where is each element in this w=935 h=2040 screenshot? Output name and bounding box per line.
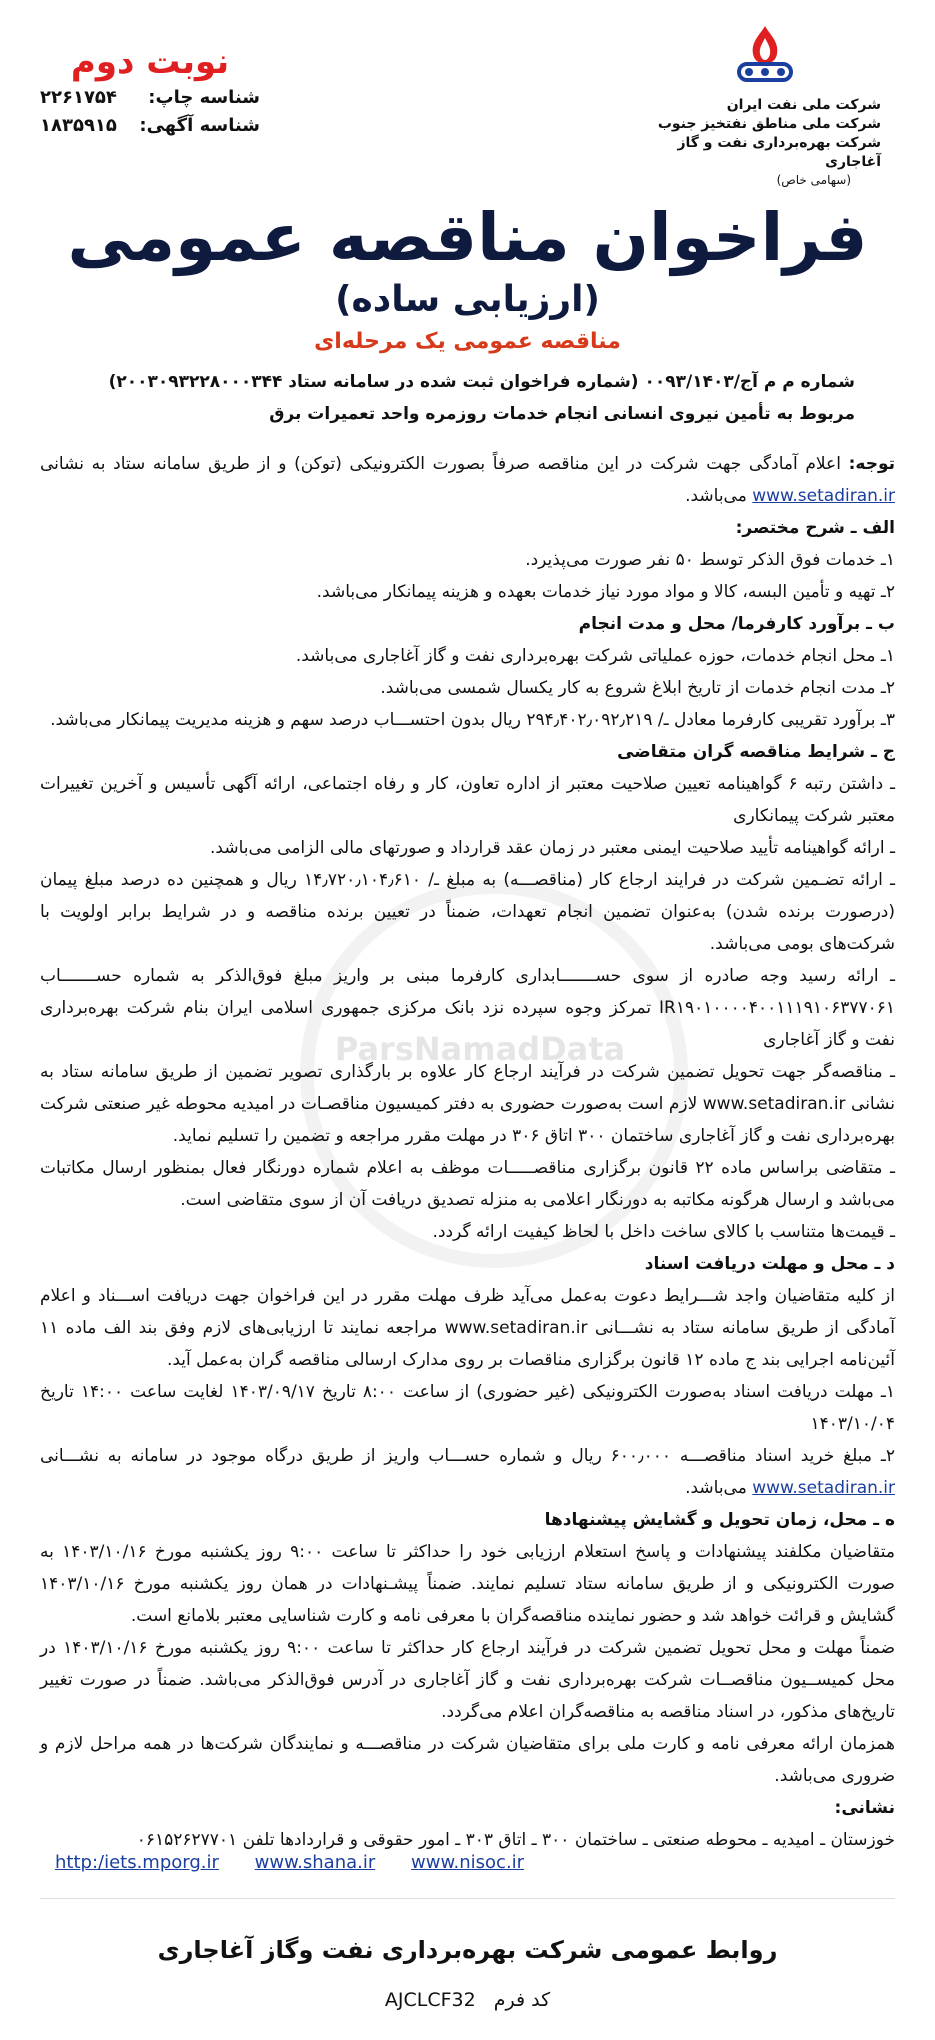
nioc-flame-logo-icon (729, 20, 801, 92)
notice-end: می‌باشد. (685, 486, 747, 506)
section-d-item-1: ۱ـ مهلت دریافت اسناد به‌صورت الکترونیکی (غیر حضوری) از ساعت ۸:۰۰ تاریخ ۱۴۰۳/۰۹/۱۷ لغایت ساعت ۱۴:۰۰ تاریخ ۱۴۰۳/۱۰/۰۴ (40, 1382, 895, 1434)
notice-body (40, 448, 895, 1856)
form-code-label: کد فرم (493, 1989, 551, 2011)
notice-label: توجه: (848, 454, 896, 474)
section-c-item-6: ـ متقاضی براساس ماده ۲۲ قانون برگزاری مناقصـــــات موظف به اعلام شماره دورنگار فعال بمنظور ارسال مکاتبات می‌باشد و ارسال هرگونه مکاتبه به دورنگار اعلامی به منزله تصدیق دریافت آن از سوی متقاضی است. (40, 1158, 895, 1210)
address-text: خوزستان ـ امیدیه ـ محوطه صنعتی ـ ساختمان ۳۰۰ ـ اتاق ۳۰۳ ـ امور حقوقی و قراردادها تلفن ۰۶۱۵۲۶۲۷۷۰۱ (136, 1830, 895, 1850)
section-e-item-2: ضمناً مهلت و محل تحویل تضمین شرکت در فرآیند ارجاع کار حداکثر تا ساعت ۹:۰۰ روز یکشنبه مورخ ۱۴۰۳/۱۰/۱۶ در محل کمیســیون مناقصــات شرکت بهره‌برداری نفت و گاز آغاجاری در آدرس فوق‌الذکر می‌باشد. ضمناً در صورت تغییر تاریخ‌های مذکور، در اسناد مناقصه به مناقصه‌گران اعلام می‌گردد. (40, 1638, 895, 1722)
footer-title: روابط عمومی شرکت بهره‌برداری نفت وگاز آغاجاری (157, 1936, 778, 1964)
section-c-item-2: ـ ارائه گواهینامه تأیید صلاحیت ایمنی معتبر در زمان عقد قرارداد و صورتهای مالی الزامی می‌باشد. (210, 838, 895, 858)
section-b-item-1: ۱ـ محل انجام خدمات، حوزه عملیاتی شرکت بهره‌برداری نفت و گاز آغاجاری می‌باشد. (295, 646, 895, 666)
company-name-line-2: شرکت ملی مناطق نفتخیز جنوب (657, 116, 881, 132)
company-name-line-1: شرکت ملی نفت ایران (726, 97, 881, 113)
reference-number: شماره م م آج/۰۰۹۳/۱۴۰۳ (شماره فراخوان ثبت شده در سامانه ستاد ۲۰۰۳۰۹۳۲۲۸۰۰۰۳۴۴) (108, 372, 855, 392)
footer-link-shana[interactable]: www.shana.ir (254, 1852, 376, 1873)
tender-type: مناقصه عمومی یک مرحله‌ای (314, 329, 621, 354)
watermark-text: ParsNamadData (334, 1030, 626, 1068)
ad-id-label: شناسه آگهی: (139, 115, 260, 136)
footer-link-iets[interactable]: http:/iets.mporg.ir (55, 1852, 219, 1873)
footer-links (55, 1852, 655, 1873)
page-subtitle: (ارزیابی ساده) (335, 279, 600, 320)
section-e-heading: ه ـ محل، زمان تحویل و گشایش پیشنهادها (544, 1510, 895, 1530)
ad-id-row (40, 112, 260, 140)
form-code-value: AJCLCF32 (384, 1989, 476, 2011)
print-id-value: ۲۲۶۱۷۵۴ (40, 87, 117, 108)
section-a-item-1: ۱ـ خدمات فوق الذکر توسط ۵۰ نفر صورت می‌پذیرد. (525, 550, 895, 570)
notice-paragraph (40, 448, 895, 512)
setad-link[interactable]: www.setadiran.ir (752, 486, 895, 506)
company-type: (سهامی خاص) (776, 173, 851, 187)
section-d-item-2 (40, 1440, 895, 1504)
section-c-item-1: ـ داشتن رتبه ۶ گواهینامه تعیین صلاحیت معتبر از اداره تعاون، کار و رفاه اجتماعی، ارائه آگهی تأسیس و آخرین تغییرات معتبر شرکت پیمانکاری (40, 774, 895, 826)
print-id-label: شناسه چاپ: (148, 87, 260, 108)
section-c-item-5: ـ مناقصه‌گر جهت تحویل تضمین شرکت در فرآیند ارجاع کار علاوه بر بارگذاری تصویر تضمین از طریق سامانه ستاد به نشانی www.setadiran.ir لازم است به‌صورت حضوری به دفتر کمیسیون مناقصـات در امیدیه محوطه غیر صنعتی شرکت بهره‌برداری نفت و گاز آغاجاری ساختمان ۳۰۰ اتاق ۳۰۶ در مهلت مقرر مراجعه و تضمین را تسلیم نماید. (40, 1062, 895, 1146)
round-label: نوبت دوم (70, 42, 230, 82)
section-d-item-2-end: می‌باشد. (685, 1478, 747, 1498)
section-b-heading: ب ـ برآورد کارفرما/ محل و مدت انجام (578, 614, 895, 634)
page-title: فراخوان مناقصه عمومی (67, 199, 868, 276)
section-d-item-2-text: ۲ـ مبلغ خرید اسناد مناقصـــه ۶۰۰٫۰۰۰ ریال و شماره حســـاب واریز از طریق درگاه موجود در سامانه به نشـــانی (40, 1446, 895, 1466)
section-a-heading: الف ـ شرح مختصر: (735, 518, 895, 538)
form-code (0, 1986, 935, 2014)
section-b-item-3: ۳ـ برآورد تقریبی کارفرما معادل ـ/ ۲۹۴٫۴۰۲٫۰۹۲٫۲۱۹ ریال بدون احتســـاب درصد سهم و هزینه مدیریت پیمانکار می‌باشد. (50, 710, 895, 730)
company-name-line-3: شرکت بهره‌برداری نفت و گاز آغاجاری (677, 135, 881, 170)
section-b-item-2: ۲ـ مدت انجام خدمات از تاریخ ابلاغ شروع به کار یکسال شمسی می‌باشد. (380, 678, 895, 698)
address-label: نشانی: (834, 1798, 895, 1818)
section-e-item-1: متقاضیان مکلفند پیشنهادات و پاسخ استعلام ارزیابی خود را حداکثر تا ساعت ۹:۰۰ روز یکشنبه مورخ ۱۴۰۳/۱۰/۱۶ به صورت الکترونیکی و از طریق سامانه ستاد تسلیم نمایند. ضمناً پیشـنهادات در همان روز یکشنبه مورخ ۱۴۰۳/۱۰/۱۶ گشایش و قرائت خواهد شد و حضور نماینده مناقصه‌گران با معرفی نامه و کارت شناسایی معتبر بلامانع است. (40, 1542, 895, 1626)
notice-text: اعلام آمادگی جهت شرکت در این مناقصه صرفاً بصورت الکترونیکی (توکن) و از طریق سامانه ستاد به نشانی (40, 454, 841, 474)
footer-divider (40, 1898, 895, 1899)
footer-link-nisoc[interactable]: www.nisoc.ir (411, 1852, 525, 1873)
section-d-intro: از کلیه متقاضیان واجد شـــرایط دعوت به‌عمل می‌آید ظرف مهلت مقرر در این فراخوان جهت دریافت اســـناد و اعلام آمادگی از طریق سامانه ستاد به نشـــانی www.setadiran.ir مراجعه نمایند تا ارزیابی‌های لازم وفق بند الف ماده ۱۱ آئین‌نامه اجرایی بند ج ماده ۱۲ قانون برگزاری مناقصات بر روی مدارک ارسالی مناقصه گران به‌عمل آید. (40, 1286, 895, 1370)
section-c-item-4: ـ ارائه رسید وجه صادره از سوی حســـــــابداری کارفرما مبنی بر واریز مبلغ فوق‌الذکر به شماره حســـــــاب IR۱۹۰۱۰۰۰۰۴۰۰۱۱۱۹۱۰۶۳۷۷۰۶۱ تمرکز وجوه سپرده نزد بانک مرکزی جمهوری اسلامی ایران بنام شرکت بهره‌برداری نفت و گاز آغاجاری (40, 966, 895, 1050)
ad-id-value: ۱۸۳۵۹۱۵ (40, 115, 117, 136)
section-e-item-3: همزمان ارائه معرفی نامه و کارت ملی برای متقاضیان شرکت در مناقصـــه و نمایندگان شرکت‌ها در همه مراحل لازم و ضروری می‌باشد. (40, 1734, 895, 1786)
company-header (635, 20, 895, 188)
section-c-item-3: ـ ارائه تضـمین شرکت در فرایند ارجاع کار (مناقصـــه) به مبلغ ـ/ ۱۴٫۷۲۰٫۱۰۴٫۶۱۰ ریال و همچنین ده درصد مبلغ پیمان (درصورت برنده شدن) به‌عنوان تضمین انجام تعهدات، ضمناً در تعیین برنده مناقصه و در شرایط برابر اولویت با شرکت‌های بومی می‌باشد. (40, 870, 895, 954)
print-id-row (40, 84, 260, 112)
setad-link-2[interactable]: www.setadiran.ir (752, 1478, 895, 1498)
section-d-heading: د ـ محل و مهلت دریافت اسناد (644, 1254, 895, 1274)
notice-ids (40, 40, 260, 140)
section-c-heading: ج ـ شرایط مناقصه گران متقاضی (617, 742, 895, 762)
tender-subject: مربوط به تأمین نیروی انسانی انجام خدمات روزمره واحد تعمیرات برق (269, 404, 855, 424)
section-c-item-7: ـ قیمت‌ها متناسب با کالای ساخت داخل با لحاظ کیفیت ارائه گردد. (432, 1222, 895, 1242)
section-a-item-2: ۲ـ تهیه و تأمین البسه، کالا و مواد مورد نیاز خدمات بعهده و هزینه پیمانکار می‌باشد. (316, 582, 895, 602)
